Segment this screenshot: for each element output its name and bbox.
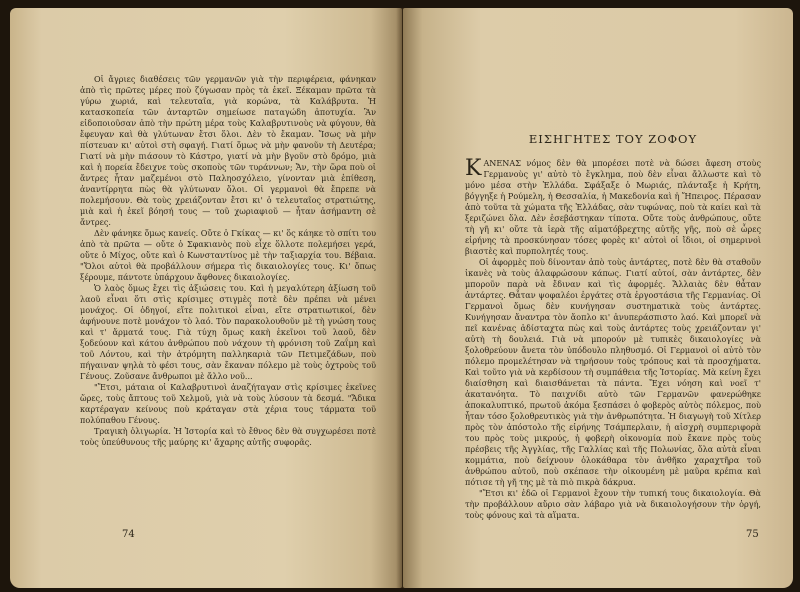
right-paragraph-1-text: ΑΝΕΝΑΣ νόμος δὲν θὰ μπορέσει ποτὲ νὰ δώσει ἄφεση στοὺς Γερμανοὺς γι' αὐτὸ τὸ ἔγκλημα, ποὺ δὲν εἶναι ἄλλωστε καὶ τὸ μόνο μέσα στὴν Ἑλλάδα. Σφάξαξε ὁ Μωριάς, πλάνταξε ἡ Κρήτη, βόγγηξε ἡ Ρούμελη, ἡ Θεσσαλία, ἡ Μακεδονία καὶ ἡ Ἤπειρος. Πέρασαν ἀπὸ τοῦτα τὰ χώματα τῆς Ἑλλάδας, σὰν τυφώνας, ποὺ τὰ καίει καὶ τὰ ξεριζώνει ὅλα. Δὲν ἐσεβάστηκαν τίποτα. Οὔτε τοὺς ἀνθρώπους, οὔτε τὴ γῆ κι' οὔτε τὰ ἱερὰ τῆς αἱματόβρεχτης αὐτῆς γῆς, ποὺ σὲ ὧρες εἰρήνης τὰ προσκύνησαν τόσες φορὲς κι' αὐτοὶ οἱ ἴδιοι, οἱ σημερινοὶ βιαστὲς καὶ πυρπολητές τους. bbox=[465, 158, 761, 256]
left-paragraph-4: "Ἔτσι, μάταια οἱ Καλαβρυτινοὶ ἀναζήταγαν στὶς κρίσιμες ἐκεῖνες ὥρες, τοὺς ἄπτους τοῦ Χελμοῦ, γιὰ νὰ τοὺς λύσουν τὰ δεσμά. "Ἄδικα καρτέραγαν κείνους ποὺ κράταγαν στὰ χέρια τους τάρματα τοῦ πολύπαθου Γένους. bbox=[80, 382, 376, 425]
right-page-number: 75 bbox=[746, 529, 759, 540]
chapter-title: ΕΙΣΗΓΗΤΕΣ ΤΟΥ ΖΟΦΟΥ bbox=[528, 132, 698, 146]
drop-cap: Κ bbox=[465, 156, 482, 181]
right-paragraph-1 bbox=[465, 158, 761, 257]
right-paragraph-3: "Ἔτσι κι' ἐδῶ οἱ Γερμανοὶ ἔχουν τὴν τυπική τους δικαιολογία. Θὰ τὴν προβάλλουν αὔριο σὰν λάβαρο γιὰ νὰ δικαιολογήσουν τὴν ὀργή, τοὺς φόνους καὶ τὰ αἵματα. bbox=[465, 488, 761, 520]
left-text-column bbox=[80, 74, 376, 448]
right-paragraph-2: Οἱ ἀφορμὲς ποὺ δίνονταν ἀπὸ τοὺς ἀντάρτες, ποτὲ δὲν θὰ σταθοῦν ἱκανὲς νὰ τοὺς ἀλαφρώσουν κάπως. Γιατί αὐτοί, σὰν ἀντάρτες, δὲν μποροῦν παρὰ νὰ ἔδιναν καὶ τὶς ἀφορμές. Ἄλλαιὰς δὲν θἆταν ἀντάρτες. Θἆταν ψοφαλέοι ἐργάτες στὰ ἐργοστάσια τῆς Γερμανίας. Οἱ Γερμανοὶ ὅμως δὲν κυνήγησαν συστηματικὰ τοὺς ἀντάρτες. Κυνήγησαν ἄναντρα τὸν ἄοπλο κι' ἀνυπεράσπιστο λαό. Καὶ μπορεῖ νὰ πεῖ κανένας ἀδίσταχτα πὼς καὶ τοὺς ἀντάρτες τοὺς χρειάζονταν γι' αὐτὴ τὴ δουλειά. Γιὰ νὰ μπορούν μὲ τυπικὲς δικαιολογίες νὰ ξολοθρεύουν ἄνετα τὸν ὑπόδουλο πληθυσμό. Οἱ Γερμανοὶ οἱ αὐτὸ τὸν πόλεμο προμελέτησαν νὰ τηρήσουν τοὺς τρόπους καὶ τὰ προσχήματα. Καὶ τοῦτο γιὰ νὰ κερδίσουν τὴ συμπάθεια τῆς Ἱστορίας. Μὰ κείνη ἔχει διαίσθηση καὶ διαισθάνεται τὰ πάντα. Ἔχει νόηση καὶ νοεῖ τ' ἀκατανόητα. Τὸ παιχνίδι αὐτὸ τῶν Γερμανῶν φανερώθηκε ἀποκαλυπτικό, πρωτοῦ ἀκόμα ξεσπάσει ὁ φοβερὸς αὐτὸς πόλεμος, ποὺ ἦταν τόσο ξολοθρευτικὸς γιὰ τὴν ἀνθρωπότητα. Ἡ διαγωγὴ τοῦ Χίτλερ πρὸς τὸν ἀπόστολο τῆς εἰρήνης Τσάμπερλαιν, ἡ αἰσχρὴ συμπεριφορὰ του πρὸς τοὺς μικρούς, ἡ φοβερὴ οἰκονομία ποὺ ἔκανε πρὸς τοὺς πρέσβεις τῆς Ἀγγλίας, τῆς Γαλλίας καὶ τῆς Πολωνίας, ὅλα αὐτὰ εἶναι κομμάτια, ποὺ δείχνουν ὁλοκάθαρα τὸν ἀνθῆκο χαραχτῆρα τοῦ ἀνθρώπου αὐτοῦ, ποὺ σκέπασε τὴν οἰκουμένη μὲ μαῦρα κρέπια καὶ πότισε τὴ γῆ της μὲ τὰ πιὸ πικρὰ δάκρυα. bbox=[465, 257, 761, 487]
right-text-column bbox=[465, 158, 761, 521]
left-paragraph-2: Δὲν φάνηκε ὅμως κανείς. Οὔτε ὁ Γκίκας — κι' ὅς κάηκε τὸ σπίτι του ἀπὸ τὰ πρῶτα — οὔτε ὁ Σφακιανὸς ποὺ εἶχε ὅλλοτε πολεμήσει γερά, οὔτε ὁ Μίχος, οὔτε καὶ ὁ Κωνσταντίνος μὲ τὴν ταξιαρχία του. Βέβαια. "Ὅλοι αὐτοὶ θὰ προβάλλουν σήμερα τὶς δικαιολογίες τους. Κι' ὅπως ξέρουμε, πάντοτε ὑπάρχουν ἄφθονες δικαιολογίες. bbox=[80, 228, 376, 282]
left-page bbox=[10, 8, 402, 588]
left-paragraph-3: Ὁ λαὸς ὅμως ἔχει τὶς ἀξιώσεις του. Καὶ ἡ μεγαλύτερη ἀξίωση τοῦ λαοῦ εἶναι ὅτι στὶς κρίσιμες στιγμὲς ποτὲ δὲν πρέπει νὰ μένει μονάχος. Οἱ ὁδηγοί, εἴτε πολιτικοὶ εἶναι, εἴτε στρατιωτικοί, δὲν ἀφήνουνε ποτὲ μονάχον τὸ λαό. Τὸν παρακολουθοῦν μὲ τὴ γνώση τους καὶ τ' ἄρματά τους. Γιὰ τύχη ὅμως κακὴ ἐκεῖνοι τοῦ λαοῦ, δὲν ξοδεύουν καὶ κάτου ἀνθρώπου ποὺ νάχουν τὴ φρόνιση τοῦ Ζαΐμη καὶ τοῦ Λόντου, καὶ τὴν ἀτρόμητη παλληκαριὰ τῶν Πετιμεζάδων, ποὺ πήγαιναν ψηλὰ τὸ φέσι τους, σὰν ἔκαναν πόλεμο μὲ τοὺς ὀχτροὺς τοῦ Γένους. Ζοῦσανε ἄνθρωποι μὲ ἄλλο νοῦ... bbox=[80, 283, 376, 381]
left-paragraph-1: Οἱ ἄγριες διαθέσεις τῶν γερμανῶν γιὰ τὴν περιφέρεια, φάνηκαν ἀπὸ τὶς πρῶτες μέρες ποὺ ζύγωσαν πρὸς τὰ ἐκεῖ. Ξέκαμαν πρῶτα τὰ γύρω χωριά, καὶ τελευταῖα, γιὰ κορώνα, τὰ Καλάβρυτα. Ἡ κατασκοπεία τῶν ἀνταρτῶν σημείωσε παταγώδη ἀποτυχία. Ἂν εἰδοποιοῦσαν ἀπὸ τὴν πρώτη μέρα τοὺς Καλαβρυτινοὺς νὰ φύγουν, θὰ ἔφευγαν καὶ θὰ γλύτωναν ἔτσι ὅλοι. Δὲν τὸ ἔκαμαν. Ἴσως νὰ μὴν πίστευαν κι' αὐτοὶ στὴ σφαγή. Γιατί ὅμως νὰ μὴν φανοῦν τὴ Δευτέρα; Γιατί νὰ μὴν πιάσουν τὸ Κάστρο, γιατί νὰ μὴν βγοῦν στὸ δρόμο, μιὰ καὶ ἡ πορεία ἔδειχνε τοὺς σκοποὺς τῶν τυράννων; Ἄν, τὴν ὥρα ποὺ οἱ ἄντρες ἦταν μαζεμένοι στὸ Παληοσχόλειο, γίνονταν μιὰ ἐπίθεση, ἀναντίρρητα πὼς θὰ γλύτωναν ὅλοι. Οἱ γερμανοὶ θὰ ἔπρεπε νὰ πολεμήσουν. Θὰ τοὺς χρειάζονταν ἔτσι κι' ὁ τελευταῖος στρατιώτης, μιὰ καὶ ἡ ἐκεῖ βόησή τους — τοῦ χωριαφιοῦ — ἦταν ἀσήμαντη σὲ ἄντρες. bbox=[80, 74, 376, 227]
left-page-number: 74 bbox=[122, 529, 135, 540]
right-page bbox=[403, 8, 793, 588]
left-paragraph-5: Τραγικὴ ὀλιγωρία. Ἡ Ἱστορία καὶ τὸ ἔθνος δὲν θὰ συγχωρέσει ποτὲ τοὺς ὑπεύθυνους τῆς μαύρης κι' ἄχαρης αὐτῆς συφορᾶς. bbox=[80, 426, 376, 447]
